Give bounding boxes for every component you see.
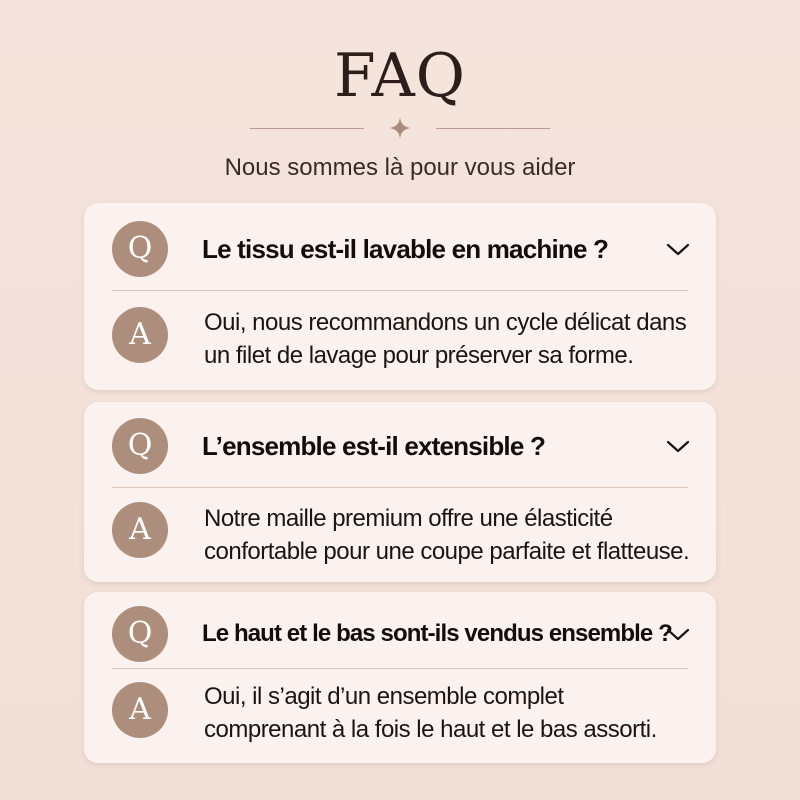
answer-line: confortable pour une coupe parfaite et flatteuse. [204,538,690,565]
answer-line: Notre maille premium offre une élasticité [204,505,613,532]
page-title: FAQ [334,41,466,111]
question-badge: Q [112,418,168,474]
chevron-down-icon[interactable] [664,239,692,259]
faq-item-2[interactable] [84,402,716,582]
faq-item-1[interactable] [84,203,716,390]
faq-question[interactable]: Le tissu est-il lavable en machine ? [202,234,609,264]
answer-badge: A [112,502,168,558]
qa-divider [112,290,688,291]
answer-badge: A [112,682,168,738]
divider-line-right [436,128,550,129]
answer-line: Oui, il s’agit d’un ensemble complet [204,683,564,710]
page-subtitle: Nous sommes là pour vous aider [224,154,576,181]
title-divider [250,116,550,140]
faq-answer [204,680,704,746]
answer-line: Oui, nous recommandons un cycle délicat dans [204,309,687,336]
answer-line: comprenant à la fois le haut et le bas assorti. [204,716,657,743]
question-badge: Q [112,606,168,662]
chevron-down-icon[interactable] [664,624,692,644]
answer-line: un filet de lavage pour préserver sa forme. [204,342,634,369]
faq-answer [204,502,704,568]
qa-divider [112,487,688,488]
sparkle-icon [388,116,412,140]
chevron-down-icon[interactable] [664,436,692,456]
faq-item-3[interactable] [84,592,716,763]
question-badge: Q [112,221,168,277]
faq-question[interactable]: Le haut et le bas sont-ils vendus ensemble ? [202,620,672,647]
divider-line-left [250,128,364,129]
faq-answer [204,306,704,372]
faq-question[interactable]: L’ensemble est-il extensible ? [202,431,546,461]
answer-badge: A [112,307,168,363]
qa-divider [112,668,688,669]
